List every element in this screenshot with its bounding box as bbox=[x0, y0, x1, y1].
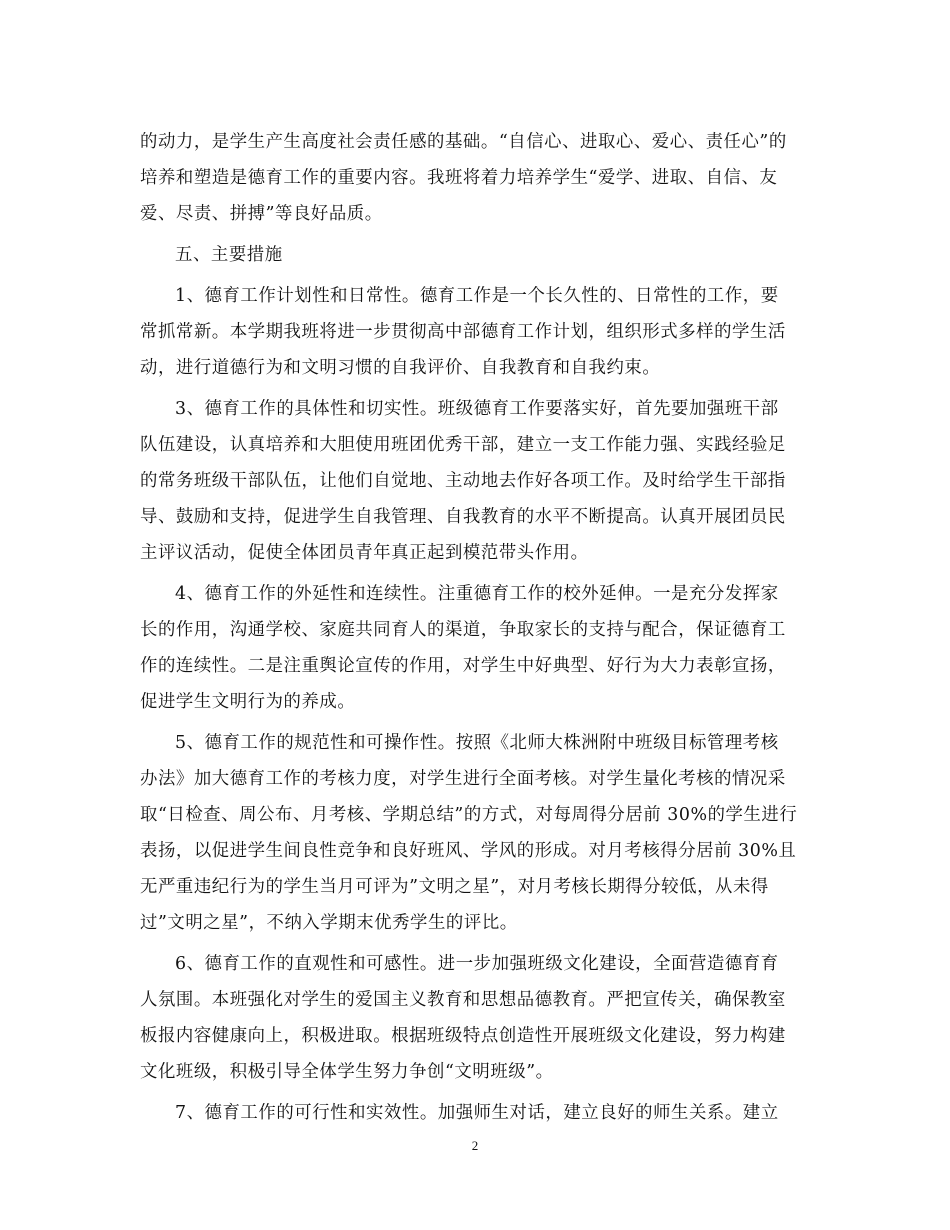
text-line: 5、德育工作的规范性和可操作性。按照《北师大株洲附中班级目标管理考核 bbox=[175, 733, 779, 753]
text-line: 五、主要措施 bbox=[175, 245, 283, 265]
text-line: 板报内容健康向上，积极进取。根据班级特点创造性开展班级文化建设，努力构建 bbox=[140, 1026, 786, 1046]
paragraph-measure-1 bbox=[140, 278, 812, 386]
text-line: 促进学生文明行为的养成。 bbox=[140, 692, 356, 712]
text-line: 6、德育工作的直观性和可感性。进一步加强班级文化建设，全面营造德育育 bbox=[175, 954, 779, 974]
text-line: 队伍建设，认真培养和大胆使用班团优秀干部，建立一支工作能力强、实践经验足 bbox=[140, 435, 786, 455]
page-number: 2 bbox=[471, 1138, 479, 1153]
text-line: 爱、尽责、拼搏”等良好品质。 bbox=[140, 204, 383, 224]
text-line: 1、德育工作计划性和日常性。德育工作是一个长久性的、日常性的工作，要 bbox=[175, 286, 779, 306]
text-line: 3、德育工作的具体性和切实性。班级德育工作要落实好，首先要加强班干部 bbox=[175, 399, 779, 419]
paragraph-measure-5 bbox=[140, 725, 812, 941]
text-line: 取“日检查、周公布、月考核、学期总结”的方式，对每周得分居前 30%的学生进行 bbox=[140, 805, 798, 825]
text-line: 作的连续性。二是注重舆论宣传的作用，对学生中好典型、好行为大力表彰宣扬， bbox=[140, 656, 786, 676]
text-line: 的常务班级干部队伍，让他们自觉地、主动地去作好各项工作。及时给学生干部指 bbox=[140, 471, 786, 491]
text-line: 培养和塑造是德育工作的重要内容。我班将着力培养学生“爱学、进取、自信、友 bbox=[140, 168, 778, 188]
text-line: 主评议活动，促使全体团员青年真正起到模范带头作用。 bbox=[140, 543, 589, 563]
text-line: 过”文明之星”，不纳入学期末优秀学生的评比。 bbox=[140, 913, 518, 933]
paragraph-measure-4 bbox=[140, 576, 812, 720]
text-line: 文化班级，积极引导全体学生努力争创“文明班级”。 bbox=[140, 1062, 554, 1082]
text-line: 7、德育工作的可行性和实效性。加强师生对话，建立良好的师生关系。建立 bbox=[175, 1103, 779, 1123]
text-line: 表扬，以促进学生间良性竞争和良好班风、学风的形成。对月考核得分居前 30%且 bbox=[140, 841, 797, 861]
paragraph-continuation bbox=[140, 124, 812, 232]
text-line: 动，进行道德行为和文明习惯的自我评价、自我教育和自我约束。 bbox=[140, 358, 661, 378]
text-line: 无严重违纪行为的学生当月可评为”文明之星”，对月考核长期得分较低，从未得 bbox=[140, 877, 769, 897]
text-line: 长的作用，沟通学校、家庭共同育人的渠道，争取家长的支持与配合，保证德育工 bbox=[140, 620, 786, 640]
text-line: 4、德育工作的外延性和连续性。注重德育工作的校外延伸。一是充分发挥家 bbox=[175, 584, 779, 604]
paragraph-measure-7 bbox=[140, 1095, 812, 1131]
section-heading bbox=[140, 237, 812, 273]
text-line: 人氛围。本班强化对学生的爱国主义教育和思想品德教育。严把宣传关，确保教室 bbox=[140, 990, 786, 1010]
paragraph-measure-6 bbox=[140, 946, 812, 1090]
text-line: 的动力，是学生产生高度社会责任感的基础。“自信心、进取心、爱心、责任心”的 bbox=[140, 132, 787, 152]
text-line: 常抓常新。本学期我班将进一步贯彻高中部德育工作计划，组织形式多样的学生活 bbox=[140, 322, 786, 342]
text-line: 办法》加大德育工作的考核力度，对学生进行全面考核。对学生量化考核的情况采 bbox=[140, 769, 786, 789]
paragraph-measure-3 bbox=[140, 391, 812, 571]
document-body bbox=[140, 124, 812, 1136]
text-line: 导、鼓励和支持，促进学生自我管理、自我教育的水平不断提高。认真开展团员民 bbox=[140, 507, 786, 527]
